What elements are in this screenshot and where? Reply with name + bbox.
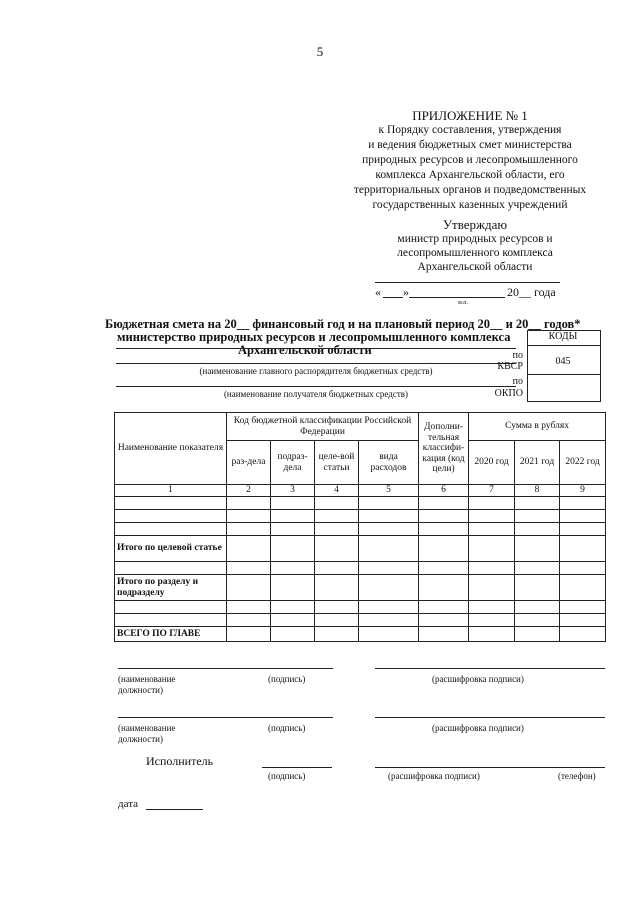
col-number: 5 [359, 485, 419, 497]
appendix-line: государственных казенных учреждений [372, 199, 568, 211]
executor-signature-line [262, 767, 332, 768]
col-number: 3 [271, 485, 315, 497]
executor-label: Исполнитель [146, 754, 214, 768]
approval-line: министр природных ресурсов и [397, 233, 553, 245]
signature-caption-2: (подпись) [268, 723, 306, 733]
appendix-line: территориальных органов и подведомственных [353, 184, 587, 196]
appendix-line: природных ресурсов и лесопромышленного [362, 154, 578, 166]
col-header-type: вида расходов [359, 441, 419, 485]
approval-date-year: 20__ года [507, 285, 556, 299]
col-header-section: раз-дела [227, 441, 271, 485]
col-number: 9 [560, 485, 606, 497]
date-label: дата [118, 798, 139, 810]
signature-line-decoding-2 [375, 717, 605, 718]
signature-line-decoding-1 [375, 668, 605, 669]
okpo-label-top: по [512, 376, 523, 387]
total-section-label: Итого по разделу и подразделу [115, 575, 227, 601]
col-number: 4 [315, 485, 359, 497]
approval-date-open: « [375, 285, 381, 299]
approval-text [355, 232, 595, 274]
approval-signature-line [375, 282, 560, 283]
approval-line: Архангельской области [417, 261, 533, 273]
table-row-total-section [115, 575, 606, 601]
total-target-label: Итого по целевой статье [115, 536, 227, 562]
col-header-subsection: подраз-дела [271, 441, 315, 485]
signature-line-position-1 [118, 668, 333, 669]
kvsr-label-top: по [512, 350, 523, 361]
decoding-caption-2: (расшифровка подписи) [432, 723, 524, 733]
col-header-year: 2020 год [469, 441, 515, 485]
position-caption-2: (наименование должности) [118, 723, 176, 744]
approval-stamp: м.п. [458, 300, 469, 306]
col-group-sum: Сумма в рублях [469, 413, 606, 441]
col-header-year: 2022 год [560, 441, 606, 485]
col-group-kbk: Код бюджетной классификации Российской Федерации [227, 413, 419, 441]
executor-phone-caption: (телефон) [558, 771, 596, 781]
decoding-caption-1: (расшифровка подписи) [432, 674, 524, 684]
col-header-extra: Дополни-тельная классифи-кация (код цели) [419, 413, 469, 485]
total-chapter-label: ВСЕГО ПО ГЛАВЕ [115, 627, 227, 642]
table-row [115, 562, 606, 575]
table-row-total-chapter [115, 627, 606, 642]
approval-date-mid: » [403, 285, 409, 299]
executor-decoding-caption: (расшифровка подписи) [388, 771, 480, 781]
col-header-year: 2021 год [515, 441, 560, 485]
page-number: 5 [316, 44, 324, 59]
appendix-line: и ведения бюджетных смет министерства [368, 139, 572, 151]
heading-line-3: Архангельской области [238, 343, 372, 357]
codes-header: КОДЫ [548, 331, 578, 342]
date-line [146, 809, 203, 810]
appendix-title: ПРИЛОЖЕНИЕ № 1 [412, 108, 528, 123]
col-number: 7 [469, 485, 515, 497]
table-row [115, 497, 606, 510]
budget-table [114, 412, 606, 642]
col-number: 8 [515, 485, 560, 497]
appendix-text [340, 123, 600, 213]
approval-line: лесопромышленного комплекса [397, 247, 553, 259]
heading-underline-2 [116, 363, 516, 364]
signature-line-position-2 [118, 717, 333, 718]
col-number: 6 [419, 485, 469, 497]
table-row [115, 614, 606, 627]
heading-underline-1 [116, 348, 516, 349]
approval-day-line [383, 297, 403, 298]
okpo-label: ОКПО [494, 388, 523, 399]
signature-caption-1: (подпись) [268, 674, 306, 684]
appendix-line: комплекса Архангельской области, его [375, 169, 565, 181]
col-number: 2 [227, 485, 271, 497]
table-row [115, 510, 606, 523]
heading-line-2: министерство природных ресурсов и лесопромышленного комплекса [117, 330, 511, 344]
appendix-line: к Порядку составления, утверждения [378, 124, 562, 136]
executor-signature-caption: (подпись) [268, 771, 306, 781]
kvsr-label: КВСР [497, 361, 523, 372]
caption-recipient: (наименование получателя бюджетных средств) [223, 389, 409, 399]
heading-underline-3 [116, 386, 516, 387]
position-caption-1: (наименование должности) [118, 674, 176, 695]
kvsr-value: 045 [555, 356, 571, 367]
col-header-name: Наименование показателя [115, 413, 227, 485]
codes-row-divider [527, 374, 600, 375]
col-header-target: целе-вой статьи [315, 441, 359, 485]
approval-month-line [409, 297, 505, 298]
heading-line-1: Бюджетная смета на 20__ финансовый год и на плановый период 20__ и 20__ годов* [105, 317, 581, 331]
executor-decoding-line [375, 767, 605, 768]
table-row [115, 601, 606, 614]
caption-main-distributor: (наименование главного распорядителя бюджетных средств) [199, 366, 433, 376]
table-row [115, 523, 606, 536]
codes-header-divider [527, 345, 600, 346]
approval-title: Утверждаю [442, 217, 508, 232]
col-number: 1 [115, 485, 227, 497]
table-row-total-target [115, 536, 606, 562]
